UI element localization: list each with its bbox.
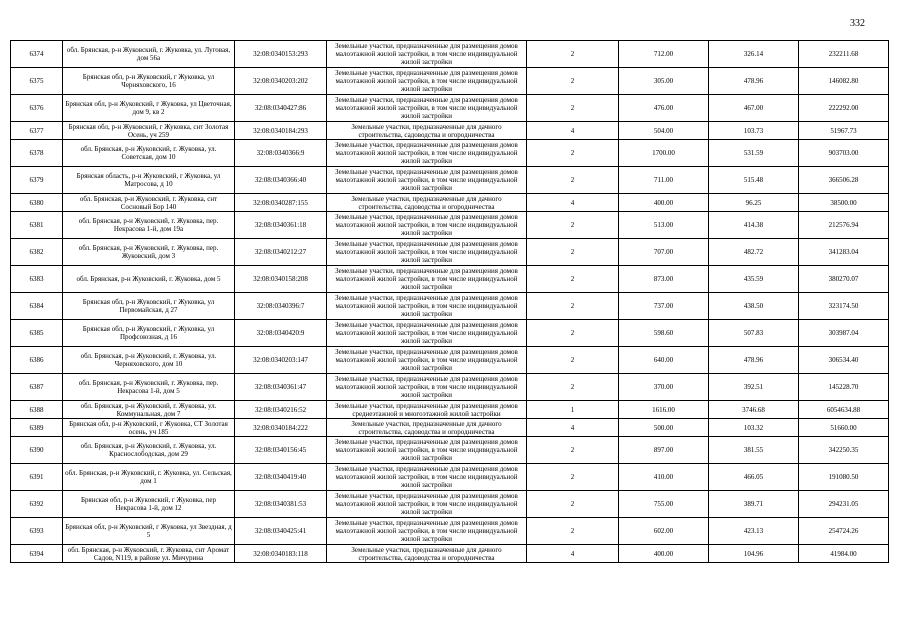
group-cell: 4 [527, 419, 619, 437]
group-cell: 2 [527, 320, 619, 347]
specific-value-cell: 381.55 [709, 437, 799, 464]
row-number-cell: 6387 [11, 374, 63, 401]
cadastral-value-cell: 323174.50 [799, 293, 889, 320]
area-cell: 640.00 [619, 347, 709, 374]
area-cell: 1616.00 [619, 401, 709, 419]
area-cell: 1700.00 [619, 140, 709, 167]
land-purpose-cell: Земельные участки, предназначенные для размещения домов малоэтажной жилой застройки, в том числе индивидуальной жилой застройки [327, 239, 527, 266]
cadastral-value-cell: 41984.00 [799, 545, 889, 563]
specific-value-cell: 466.05 [709, 464, 799, 491]
row-number-cell: 6379 [11, 167, 63, 194]
table-row [11, 266, 889, 293]
row-number-cell: 6385 [11, 320, 63, 347]
specific-value-cell: 467.00 [709, 95, 799, 122]
cadastral-value-cell: 222292.00 [799, 95, 889, 122]
group-cell: 2 [527, 167, 619, 194]
cadastral-value-cell: 254724.26 [799, 518, 889, 545]
group-cell: 2 [527, 293, 619, 320]
cadastral-number-cell: 32:08:0340425:41 [235, 518, 327, 545]
cadastral-value-cell: 38500.00 [799, 194, 889, 212]
specific-value-cell: 531.59 [709, 140, 799, 167]
specific-value-cell: 3746.68 [709, 401, 799, 419]
table-row [11, 491, 889, 518]
row-number-cell: 6383 [11, 266, 63, 293]
area-cell: 737.00 [619, 293, 709, 320]
specific-value-cell: 103.32 [709, 419, 799, 437]
cadastral-number-cell: 32:08:0340427:86 [235, 95, 327, 122]
cadastral-number-cell: 32:08:0340183:118 [235, 545, 327, 563]
address-cell: обл. Брянская, р-н Жуковский, г. Жуковка, ул. Краснослободская, дом 29 [63, 437, 235, 464]
cadastral-number-cell: 32:08:0340361:47 [235, 374, 327, 401]
group-cell: 2 [527, 347, 619, 374]
specific-value-cell: 515.48 [709, 167, 799, 194]
area-cell: 873.00 [619, 266, 709, 293]
page-number: 332 [850, 18, 865, 29]
address-cell: Брянская обл, р-н Жуковский, г Жуковка, ул Первомайская, д 27 [63, 293, 235, 320]
cadastral-number-cell: 32:08:0340153:293 [235, 41, 327, 68]
table-row [11, 293, 889, 320]
address-cell: обл. Брянская, р-н Жуковский, г. Жуковка, пер. Некрасова 1-й, дом 19а [63, 212, 235, 239]
land-registry-table [10, 40, 889, 563]
area-cell: 305.00 [619, 68, 709, 95]
cadastral-number-cell: 32:08:0340366:9 [235, 140, 327, 167]
cadastral-value-cell: 341283.04 [799, 239, 889, 266]
specific-value-cell: 423.13 [709, 518, 799, 545]
land-purpose-cell: Земельные участки, предназначенные для дачного строительства, садоводства и огородничества [327, 419, 527, 437]
group-cell: 2 [527, 212, 619, 239]
address-cell: Брянская обл, р-н Жуковский, г Жуковка, пер Некрасова 1-й, дом 12 [63, 491, 235, 518]
group-cell: 2 [527, 140, 619, 167]
row-number-cell: 6380 [11, 194, 63, 212]
land-purpose-cell: Земельные участки, предназначенные для размещения домов малоэтажной жилой застройки, в том числе индивидуальной жилой застройки [327, 68, 527, 95]
row-number-cell: 6376 [11, 95, 63, 122]
specific-value-cell: 414.38 [709, 212, 799, 239]
cadastral-value-cell: 303987.04 [799, 320, 889, 347]
land-purpose-cell: Земельные участки, предназначенные для размещения домов малоэтажной жилой застройки, в том числе индивидуальной жилой застройки [327, 266, 527, 293]
row-number-cell: 6392 [11, 491, 63, 518]
address-cell: Брянская обл, р-н Жуковский, г Жуковка, ул Профсоюзная, д 16 [63, 320, 235, 347]
specific-value-cell: 389.71 [709, 491, 799, 518]
cadastral-value-cell: 51660.00 [799, 419, 889, 437]
land-purpose-cell: Земельные участки, предназначенные для размещения домов малоэтажной жилой застройки, в том числе индивидуальной жилой застройки [327, 347, 527, 374]
area-cell: 712.00 [619, 41, 709, 68]
land-purpose-cell: Земельные участки, предназначенные для размещения домов малоэтажной жилой застройки, в том числе индивидуальной жилой застройки [327, 167, 527, 194]
area-cell: 602.00 [619, 518, 709, 545]
specific-value-cell: 507.83 [709, 320, 799, 347]
cadastral-value-cell: 380270.07 [799, 266, 889, 293]
specific-value-cell: 438.50 [709, 293, 799, 320]
address-cell: обл. Брянская, р-н Жуковский, г. Жуковка, ул. Луговая, дом 56а [63, 41, 235, 68]
table-row [11, 239, 889, 266]
table-row [11, 464, 889, 491]
cadastral-number-cell: 32:08:0340366:40 [235, 167, 327, 194]
land-purpose-cell: Земельные участки, предназначенные для дачного строительства, садоводства и огородничества [327, 122, 527, 140]
land-purpose-cell: Земельные участки, предназначенные для дачного строительства, садоводства и огородничества [327, 545, 527, 563]
land-purpose-cell: Земельные участки, предназначенные для размещения домов малоэтажной жилой застройки, в том числе индивидуальной жилой застройки [327, 518, 527, 545]
area-cell: 370.00 [619, 374, 709, 401]
table-row [11, 401, 889, 419]
table-row [11, 374, 889, 401]
address-cell: обл. Брянская, р-н Жуковский, г. Жуковка, дом 5 [63, 266, 235, 293]
group-cell: 2 [527, 41, 619, 68]
row-number-cell: 6388 [11, 401, 63, 419]
row-number-cell: 6394 [11, 545, 63, 563]
table-row [11, 437, 889, 464]
table-row [11, 320, 889, 347]
cadastral-value-cell: 212576.94 [799, 212, 889, 239]
cadastral-value-cell: 366506.28 [799, 167, 889, 194]
land-purpose-cell: Земельные участки, предназначенные для размещения домов малоэтажной жилой застройки, в том числе индивидуальной жилой застройки [327, 41, 527, 68]
area-cell: 400.00 [619, 194, 709, 212]
area-cell: 755.00 [619, 491, 709, 518]
cadastral-value-cell: 51967.73 [799, 122, 889, 140]
land-purpose-cell: Земельные участки, предназначенные для размещения домов малоэтажной жилой застройки, в том числе индивидуальной жилой застройки [327, 293, 527, 320]
cadastral-number-cell: 32:08:0340156:45 [235, 437, 327, 464]
cadastral-value-cell: 903703.00 [799, 140, 889, 167]
address-cell: Брянская обл, р-н Жуковский, г Жуковка, ул Черняховского, 16 [63, 68, 235, 95]
address-cell: Брянская обл, р-н Жуковский, г Жуковка, ул Цветочная, дом 9, кв 2 [63, 95, 235, 122]
cadastral-value-cell: 191080.50 [799, 464, 889, 491]
table-row [11, 68, 889, 95]
cadastral-number-cell: 32:08:0340212:27 [235, 239, 327, 266]
area-cell: 476.00 [619, 95, 709, 122]
cadastral-number-cell: 32:08:0340203:147 [235, 347, 327, 374]
cadastral-number-cell: 32:08:0340419:40 [235, 464, 327, 491]
cadastral-number-cell: 32:08:0340287:155 [235, 194, 327, 212]
table-row [11, 194, 889, 212]
area-cell: 707.00 [619, 239, 709, 266]
group-cell: 2 [527, 95, 619, 122]
land-purpose-cell: Земельные участки, предназначенные для размещения домов малоэтажной жилой застройки, в том числе индивидуальной жилой застройки [327, 437, 527, 464]
row-number-cell: 6374 [11, 41, 63, 68]
area-cell: 897.00 [619, 437, 709, 464]
address-cell: Брянская обл, р-н Жуковский, г Жуковка, СТ Золотая осень, уч 185 [63, 419, 235, 437]
specific-value-cell: 478.96 [709, 347, 799, 374]
row-number-cell: 6390 [11, 437, 63, 464]
table-row [11, 140, 889, 167]
address-cell: обл. Брянская, р-н Жуковский, г. Жуковка, ул. Черняховского, дом 10 [63, 347, 235, 374]
land-purpose-cell: Земельные участки, предназначенные для размещения домов малоэтажной жилой застройки, в том числе индивидуальной жилой застройки [327, 491, 527, 518]
row-number-cell: 6381 [11, 212, 63, 239]
address-cell: обл. Брянская, р-н Жуковский, г. Жуковка, снт Сосновый Бор 140 [63, 194, 235, 212]
land-purpose-cell: Земельные участки, предназначенные для дачного строительства, садоводства и огородничества [327, 194, 527, 212]
cadastral-value-cell: 232211.68 [799, 41, 889, 68]
table-row [11, 419, 889, 437]
row-number-cell: 6382 [11, 239, 63, 266]
group-cell: 2 [527, 68, 619, 95]
cadastral-value-cell: 6054634.88 [799, 401, 889, 419]
land-purpose-cell: Земельные участки, предназначенные для размещения домов малоэтажной жилой застройки, в том числе индивидуальной жилой застройки [327, 374, 527, 401]
cadastral-number-cell: 32:08:0340184:222 [235, 419, 327, 437]
cadastral-number-cell: 32:08:0340381:53 [235, 491, 327, 518]
table-row [11, 122, 889, 140]
specific-value-cell: 482.72 [709, 239, 799, 266]
cadastral-number-cell: 32:08:0340361:18 [235, 212, 327, 239]
cadastral-value-cell: 294231.05 [799, 491, 889, 518]
specific-value-cell: 478.96 [709, 68, 799, 95]
cadastral-number-cell: 32:08:0340203:202 [235, 68, 327, 95]
row-number-cell: 6377 [11, 122, 63, 140]
specific-value-cell: 392.51 [709, 374, 799, 401]
group-cell: 2 [527, 374, 619, 401]
area-cell: 500.00 [619, 419, 709, 437]
specific-value-cell: 103.73 [709, 122, 799, 140]
land-purpose-cell: Земельные участки, предназначенные для размещения домов малоэтажной жилой застройки, в том числе индивидуальной жилой застройки [327, 320, 527, 347]
table-body [11, 41, 889, 563]
row-number-cell: 6384 [11, 293, 63, 320]
group-cell: 2 [527, 266, 619, 293]
address-cell: обл. Брянская, р-н Жуковский, г. Жуковка, ул. Советская, дом 10 [63, 140, 235, 167]
cadastral-value-cell: 306534.40 [799, 347, 889, 374]
specific-value-cell: 326.14 [709, 41, 799, 68]
land-purpose-cell: Земельные участки, предназначенные для размещения домов малоэтажной жилой застройки, в том числе индивидуальной жилой застройки [327, 95, 527, 122]
land-purpose-cell: Земельные участки, предназначенные для размещения домов малоэтажной жилой застройки, в том числе индивидуальной жилой застройки [327, 140, 527, 167]
area-cell: 504.00 [619, 122, 709, 140]
group-cell: 2 [527, 491, 619, 518]
cadastral-value-cell: 146082.80 [799, 68, 889, 95]
cadastral-number-cell: 32:08:0340184:293 [235, 122, 327, 140]
area-cell: 400.00 [619, 545, 709, 563]
cadastral-value-cell: 145228.70 [799, 374, 889, 401]
group-cell: 4 [527, 122, 619, 140]
specific-value-cell: 104.96 [709, 545, 799, 563]
group-cell: 2 [527, 437, 619, 464]
cadastral-number-cell: 32:08:0340396:7 [235, 293, 327, 320]
address-cell: Брянская область, р-н Жуковский, г Жуковка, ул Матросова, д 10 [63, 167, 235, 194]
land-purpose-cell: Земельные участки, предназначенные для размещения домов среднеэтажной и многоэтажной жилой застройки [327, 401, 527, 419]
land-purpose-cell: Земельные участки, предназначенные для размещения домов малоэтажной жилой застройки, в том числе индивидуальной жилой застройки [327, 212, 527, 239]
address-cell: обл. Брянская, р-н Жуковский, г. Жуковка, ул. Сельская, дом 1 [63, 464, 235, 491]
cadastral-number-cell: 32:08:0340420:9 [235, 320, 327, 347]
cadastral-number-cell: 32:08:0340158:208 [235, 266, 327, 293]
table-row [11, 167, 889, 194]
area-cell: 711.00 [619, 167, 709, 194]
group-cell: 4 [527, 545, 619, 563]
row-number-cell: 6375 [11, 68, 63, 95]
group-cell: 2 [527, 239, 619, 266]
table-row [11, 41, 889, 68]
specific-value-cell: 96.25 [709, 194, 799, 212]
address-cell: Брянская обл, р-н Жуковский, г Жуковка, снт Золотая Осень, уч 259 [63, 122, 235, 140]
area-cell: 598.60 [619, 320, 709, 347]
address-cell: Брянская обл, р-н Жуковский, г Жуковка, ул Звездная, д 5 [63, 518, 235, 545]
specific-value-cell: 435.59 [709, 266, 799, 293]
address-cell: обл. Брянская, р-н Жуковский, г. Жуковка, ул. Коммунальная, дом 7 [63, 401, 235, 419]
cadastral-number-cell: 32:08:0340216:52 [235, 401, 327, 419]
cadastral-value-cell: 342250.35 [799, 437, 889, 464]
row-number-cell: 6391 [11, 464, 63, 491]
table-row [11, 545, 889, 563]
table-row [11, 212, 889, 239]
area-cell: 410.00 [619, 464, 709, 491]
table-row [11, 95, 889, 122]
address-cell: обл. Брянская, р-н Жуковский, г. Жуковка, пер. Жуковский, дом 3 [63, 239, 235, 266]
area-cell: 513.00 [619, 212, 709, 239]
group-cell: 1 [527, 401, 619, 419]
row-number-cell: 6389 [11, 419, 63, 437]
group-cell: 2 [527, 518, 619, 545]
land-purpose-cell: Земельные участки, предназначенные для размещения домов малоэтажной жилой застройки, в том числе индивидуальной жилой застройки [327, 464, 527, 491]
group-cell: 4 [527, 194, 619, 212]
address-cell: обл. Брянская, р-н Жуковский, г. Жуковка, снт Аромат Садов, N119, в районе ул. Мичурина [63, 545, 235, 563]
table-row [11, 518, 889, 545]
address-cell: обл. Брянская, р-н Жуковский, г. Жуковка, пер. Некрасова 1-й, дом 5 [63, 374, 235, 401]
table-row [11, 347, 889, 374]
row-number-cell: 6386 [11, 347, 63, 374]
row-number-cell: 6393 [11, 518, 63, 545]
group-cell: 2 [527, 464, 619, 491]
row-number-cell: 6378 [11, 140, 63, 167]
